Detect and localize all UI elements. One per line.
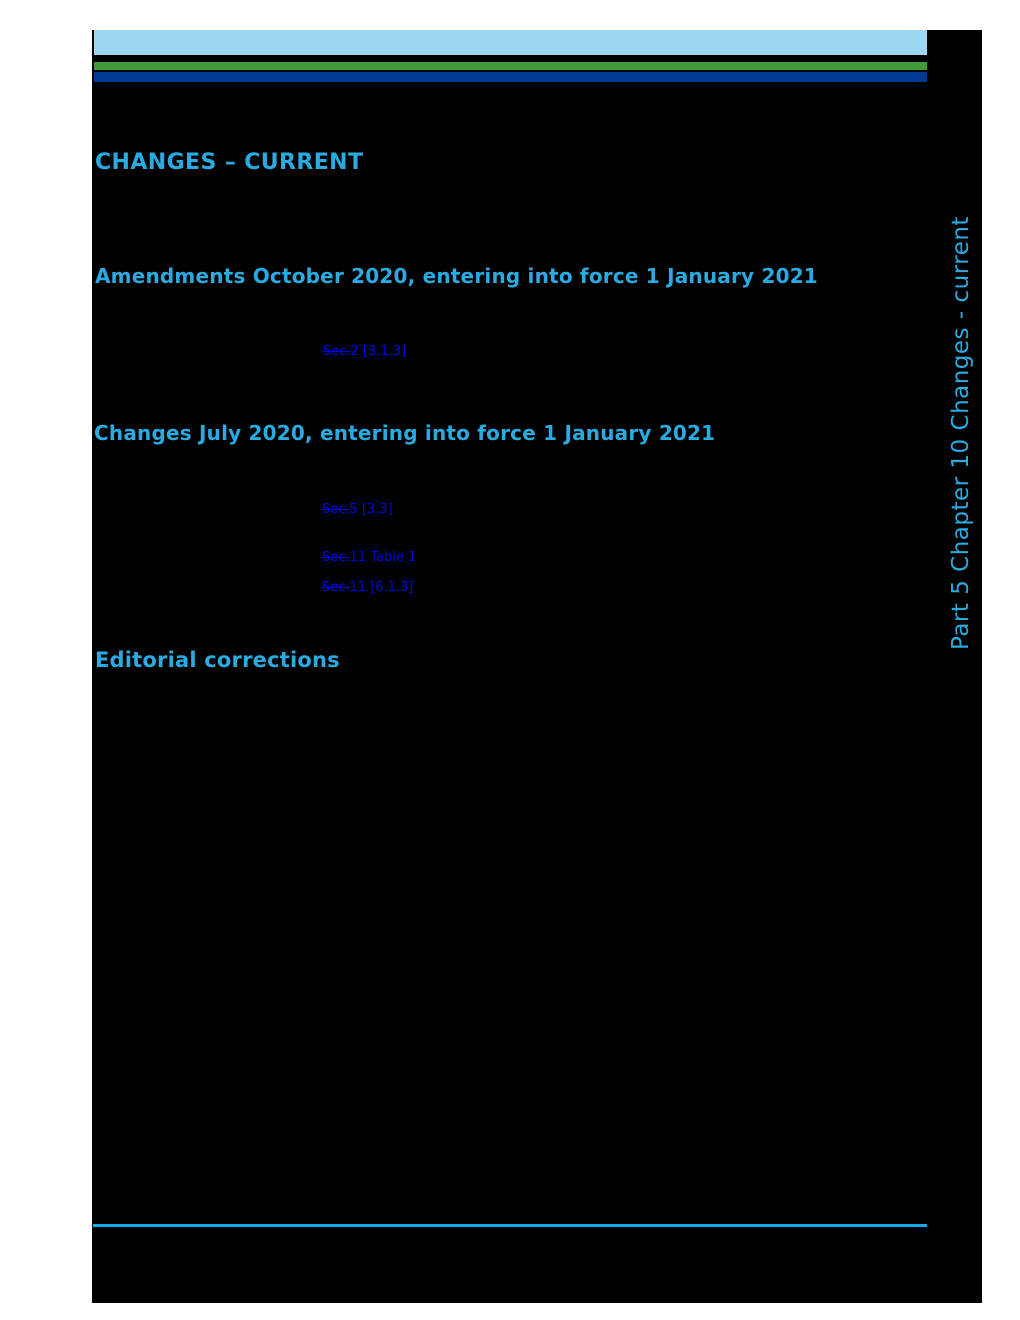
section-heading-changes-july-2020: Changes July 2020, entering into force 1 January 2021 — [94, 421, 716, 445]
footer-rule — [93, 1224, 927, 1227]
reference-link-sec2-3-1-3[interactable] — [323, 344, 406, 359]
reference-link-remainder: 5 [3.3] — [349, 502, 393, 517]
reference-link-prefix: Sec. — [322, 550, 350, 565]
reference-link-prefix: Sec. — [323, 344, 351, 359]
reference-link-prefix: Sec. — [322, 502, 350, 517]
reference-link-remainder: 11 [6.1.3] — [349, 580, 414, 595]
document-page — [92, 30, 982, 1303]
header-bar-navy — [94, 72, 927, 82]
section-heading-amendments-october-2020: Amendments October 2020, entering into force 1 January 2021 — [95, 264, 818, 288]
page-title: CHANGES – CURRENT — [95, 150, 364, 175]
header-bar-light-blue — [94, 30, 927, 55]
reference-link-remainder: 2 [3.1.3] — [350, 344, 407, 359]
reference-link-prefix: Sec. — [322, 580, 350, 595]
reference-link-sec11-table-1[interactable] — [322, 550, 416, 565]
sidebar-vertical-title: Part 5 Chapter 10 Changes - current — [948, 216, 974, 650]
section-heading-editorial-corrections: Editorial corrections — [95, 648, 340, 672]
reference-link-sec11-6-1-3[interactable] — [322, 580, 413, 595]
reference-link-remainder: 11 Table 1 — [349, 550, 417, 565]
header-bar-green — [94, 62, 927, 70]
reference-link-sec5-3-3[interactable] — [322, 502, 393, 517]
